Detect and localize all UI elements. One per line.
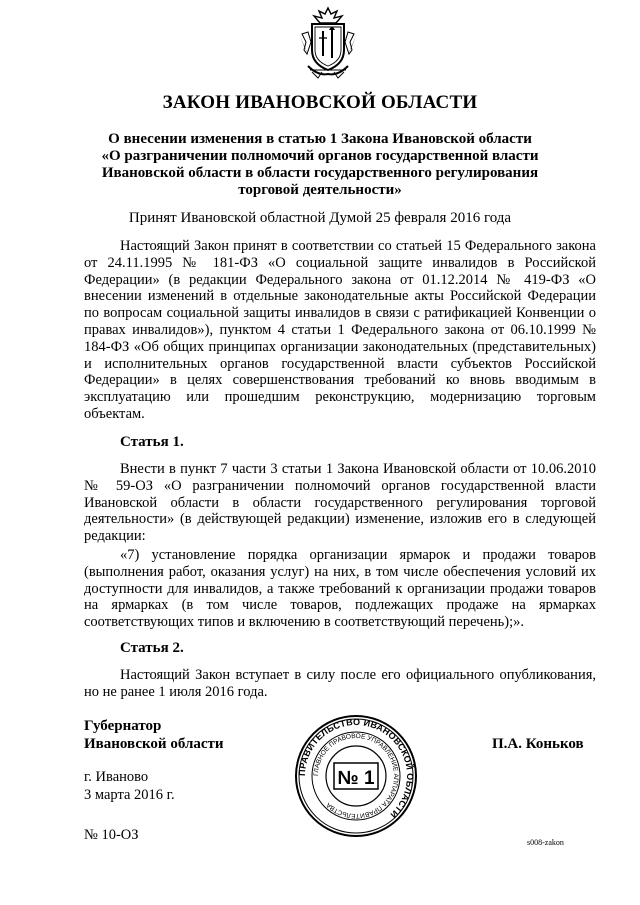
place-date [84, 768, 175, 804]
document-code: s008-zakon [527, 838, 564, 847]
article-2-body [84, 667, 596, 701]
preamble-paragraph: Настоящий Закон принят в соответствии со статьей 15 Федерального закона от 24.11.1995 № 181-ФЗ «О социальной защите инвалидов в Российской Федерации» (в редакции Федерального закона от 01.12.2014 № 419-ФЗ «О внесении изменений в отдельные законодательные акты Российской Федерации по вопросам социальной защиты инвалидов в связи с ратификацией Конвенции о правах инвалидов»), пунктом 4 статьи 1 Федерального закона от 06.10.1999 № 184-ФЗ «Об общих принципах организации законодательных (представительных) и исполнительных органов государственной власти субъектов Российской Федерации» в целях совершенствования требований ко вновь вводимым в эксплуатацию или прошедшим реконструкцию, модернизацию торговым объектам. [84, 238, 596, 422]
official-seal-icon [294, 714, 418, 838]
article-1-paragraph: Внести в пункт 7 части 3 статьи 1 Закона Ивановской области от 10.06.2010 № 59-ОЗ «О разграничении полномочий органов государственной власти Ивановской области в области государственного регулирования торговой деятельности» (в действующей редакции) изменение, изложив его в следующей редакции: [84, 461, 596, 545]
seal-outer-text: ПРАВИТЕЛЬСТВО ИВАНОВСКОЙ ОБЛАСТИ [296, 716, 416, 821]
law-number: № 10-ОЗ [84, 827, 139, 843]
article-1-quote-paragraph: «7) установление порядка организации ярмарок и продажи товаров (выполнения работ, оказания услуг) на них, в том числе обеспечения условий их доступности для инвалидов, а также требований к организации продажи товаров на ярмарках (в том числе товаров, подлежащих продаже на ярмарках соответствующих типов и включению в соответствующий перечень);». [84, 547, 596, 631]
law-subtitle [60, 131, 580, 199]
seal-inner-text: ГЛАВНОЕ ПРАВОВОЕ УПРАВЛЕНИЕ АППАРАТА ПРАВИТЕЛЬСТВА [312, 732, 400, 820]
article-2-paragraph: Настоящий Закон вступает в силу после его официального опубликования, но не ранее 1 июля 2016 года. [84, 667, 596, 700]
governor-title [84, 717, 224, 753]
article-1-body [84, 461, 596, 545]
coat-of-arms-icon [298, 6, 358, 80]
adoption-line: Принят Ивановской областной Думой 25 февраля 2016 года [128, 210, 512, 226]
subtitle-line: Ивановской области в области государственного регулирования [101, 165, 539, 181]
governor-region: Ивановской области [84, 736, 224, 752]
subtitle-line: торговой деятельности» [238, 182, 402, 198]
signing-date: 3 марта 2016 г. [84, 787, 175, 803]
subtitle-line: «О разграничении полномочий органов государственной власти [101, 148, 539, 164]
governor-line: Губернатор [84, 718, 162, 734]
seal-number: № 1 [337, 768, 375, 789]
city: г. Иваново [84, 769, 149, 785]
signer-name: П.А. Коньков [492, 736, 584, 752]
article-2-heading: Статья 2. [120, 640, 184, 656]
article-1-quote [84, 547, 596, 631]
preamble [84, 238, 596, 423]
law-title: ЗАКОН ИВАНОВСКОЙ ОБЛАСТИ [162, 92, 478, 113]
subtitle-line: О внесении изменения в статью 1 Закона Ивановской области [108, 131, 532, 147]
article-1-heading: Статья 1. [120, 434, 184, 450]
